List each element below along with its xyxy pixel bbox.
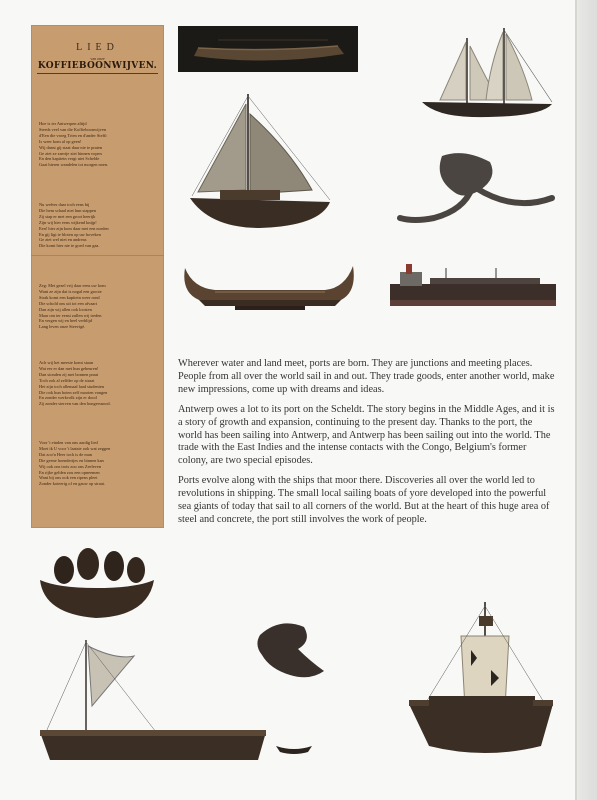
stanza-line: Wij ook ons trots zou ons Zeeleven: [39, 463, 102, 469]
ship-model-photo: [178, 26, 358, 72]
stanza-line: d'Een die vroeg Trien en d'ander Steffi: [39, 132, 107, 138]
stanza-line: Zij stap er met een groot heertjk: [39, 213, 96, 219]
song-sheet: [31, 25, 164, 528]
sailing-barge: [180, 90, 335, 240]
stanza-line: Zeg: Met gezel vrij daar eens uw kom: [39, 283, 106, 288]
intro-text: [178, 358, 558, 534]
stanza-line: Nu weêrer daar toch eens bij: [39, 202, 90, 207]
stanza-line: Die hem schaal niet hun stappen: [39, 207, 96, 213]
stanza-line: En vergen wij en heel verblijd: [39, 318, 92, 324]
carved-boat-figures: [36, 540, 158, 622]
stanza-line: Ach wij het meeste komt staan: [39, 360, 94, 365]
page-edge: [575, 0, 597, 800]
longship-model: [175, 258, 365, 318]
sheet-title: LIED: [76, 42, 119, 53]
cargo-ship-model: [386, 262, 560, 312]
wooden-anchor-fragment: [394, 148, 559, 238]
stanza-line: Een! hier zijn kom daar met een norden: [39, 225, 109, 231]
stanza-line: En den kapitein vergt niet Schelde: [39, 156, 100, 162]
stanza-line: Ge ziet ze zaertje ziet binnen vopen: [39, 150, 102, 156]
stanza: [39, 121, 157, 168]
stanza-line: Wij danst gij staat daar nie te praten: [39, 144, 103, 150]
stanza-line: Die ook hun hoten zelf mooten vangen: [39, 389, 108, 395]
stanza-line: En zonder werkvolk zijn er dood: [39, 395, 97, 401]
stanza-line: Die schold ons uit tot een afvaart: [39, 300, 98, 306]
stanza-line: Strak komt een kapitein weer rond: [39, 294, 100, 300]
stanza-line: Wat eer er dan met hun gebeuren!: [39, 365, 99, 371]
stanza-line: Want ze zijn dat is nogal een groote: [39, 288, 102, 294]
stanza-line: En gij ligt te bloten op uw hoveken: [39, 231, 101, 237]
stanza-line: Maar om ter eenst zullen wij treden: [39, 312, 102, 318]
stanza-line: Lang leven onze Steevigé.: [39, 324, 86, 330]
stanza-line: Dat zoo'n Heer toch is de man: [39, 451, 92, 457]
stanza-line: Zijn wij hier eens wijkend knijp!: [39, 219, 97, 225]
paragraph: Wherever water and land meet, ports are born. They are junctions and meeting places. People from all over the world sail in and out. They trade goods, enter another world, make new impressions, come up with dreams and ideas.: [178, 358, 555, 395]
stanza-line: Zij zonder sterven van den hongersnood.: [39, 401, 111, 407]
paragraph: Ports evolve along with the ships that moor there. Discoveries all over the world led to revolutions in shipping. The small local sailing boats of yore developed into the powerful sea giants of today that sail to all corners of the world. But at the heart of this huge area of steel and concrete, the port still involves the work of people.: [178, 475, 550, 525]
stanza-line: En rijke gelden zou een opneemen: [39, 469, 100, 475]
barge-with-rowboat: [36, 636, 326, 766]
stanza-line: Toch ook al zelfder op de straat: [39, 377, 95, 383]
stanza: [39, 202, 157, 249]
stanza-line: Ge ziet wel niet en andreas: [39, 237, 87, 243]
stanza-line: Want bij ons ook een ripens pleet: [39, 475, 98, 481]
stanza-line: Het zijn toch allemaal laad studenten: [39, 383, 104, 389]
stanza-line: Dan stonden zij met bonnen praat: [39, 371, 99, 377]
stanza-line: Gaat hieren wandelen tot morgen noen.: [39, 162, 109, 168]
sheet-subtitle: van onze: [90, 56, 105, 61]
sheet-fold: [31, 255, 164, 256]
paragraph: Antwerp owes a lot to its port on the Scheldt. The story begins in the Middle Ages, and it is a story of growth and expansion, continuing to the present day. Thanks to the port, the world has been sailing into Antwerp, and Antwerp has been sailing out into the world. The trade with the East Indies and the intense contacts with the Congo, Belgium's former colony, are two special episodes.: [178, 403, 555, 467]
medieval-cog-ship: [405, 600, 557, 770]
stanza-line: Is weer kom al op geen!: [39, 138, 82, 144]
stanza: [39, 283, 157, 330]
stanza: [39, 360, 157, 407]
stanza-line: Zonder koteerig of en gauw op straat.: [39, 481, 105, 487]
sheet-heading: KOFFIEBOONWIJVEN.: [37, 61, 158, 74]
stanza-line: Die komt hier nie te goed van gaa.: [39, 243, 100, 249]
two-mast-sailboat: [412, 24, 562, 124]
page-edge-line: [575, 0, 577, 800]
stanza-line: Voor 't einden van ons aardig lied: [39, 440, 98, 445]
stanza: [39, 440, 157, 487]
stanza-line: Die geene hoendertjes en binnen kan: [39, 457, 104, 463]
stanza-line: Steeds veel van die Koffieboonwijven: [39, 126, 106, 132]
stanza-line: Dan zijn wij allen ook loosten: [39, 306, 92, 312]
stanza-line: Moet ik U voor 't laatste ook wat zeggen: [39, 445, 111, 451]
stanza-line: Hoe is ter Antwerpen altijd: [39, 121, 87, 126]
